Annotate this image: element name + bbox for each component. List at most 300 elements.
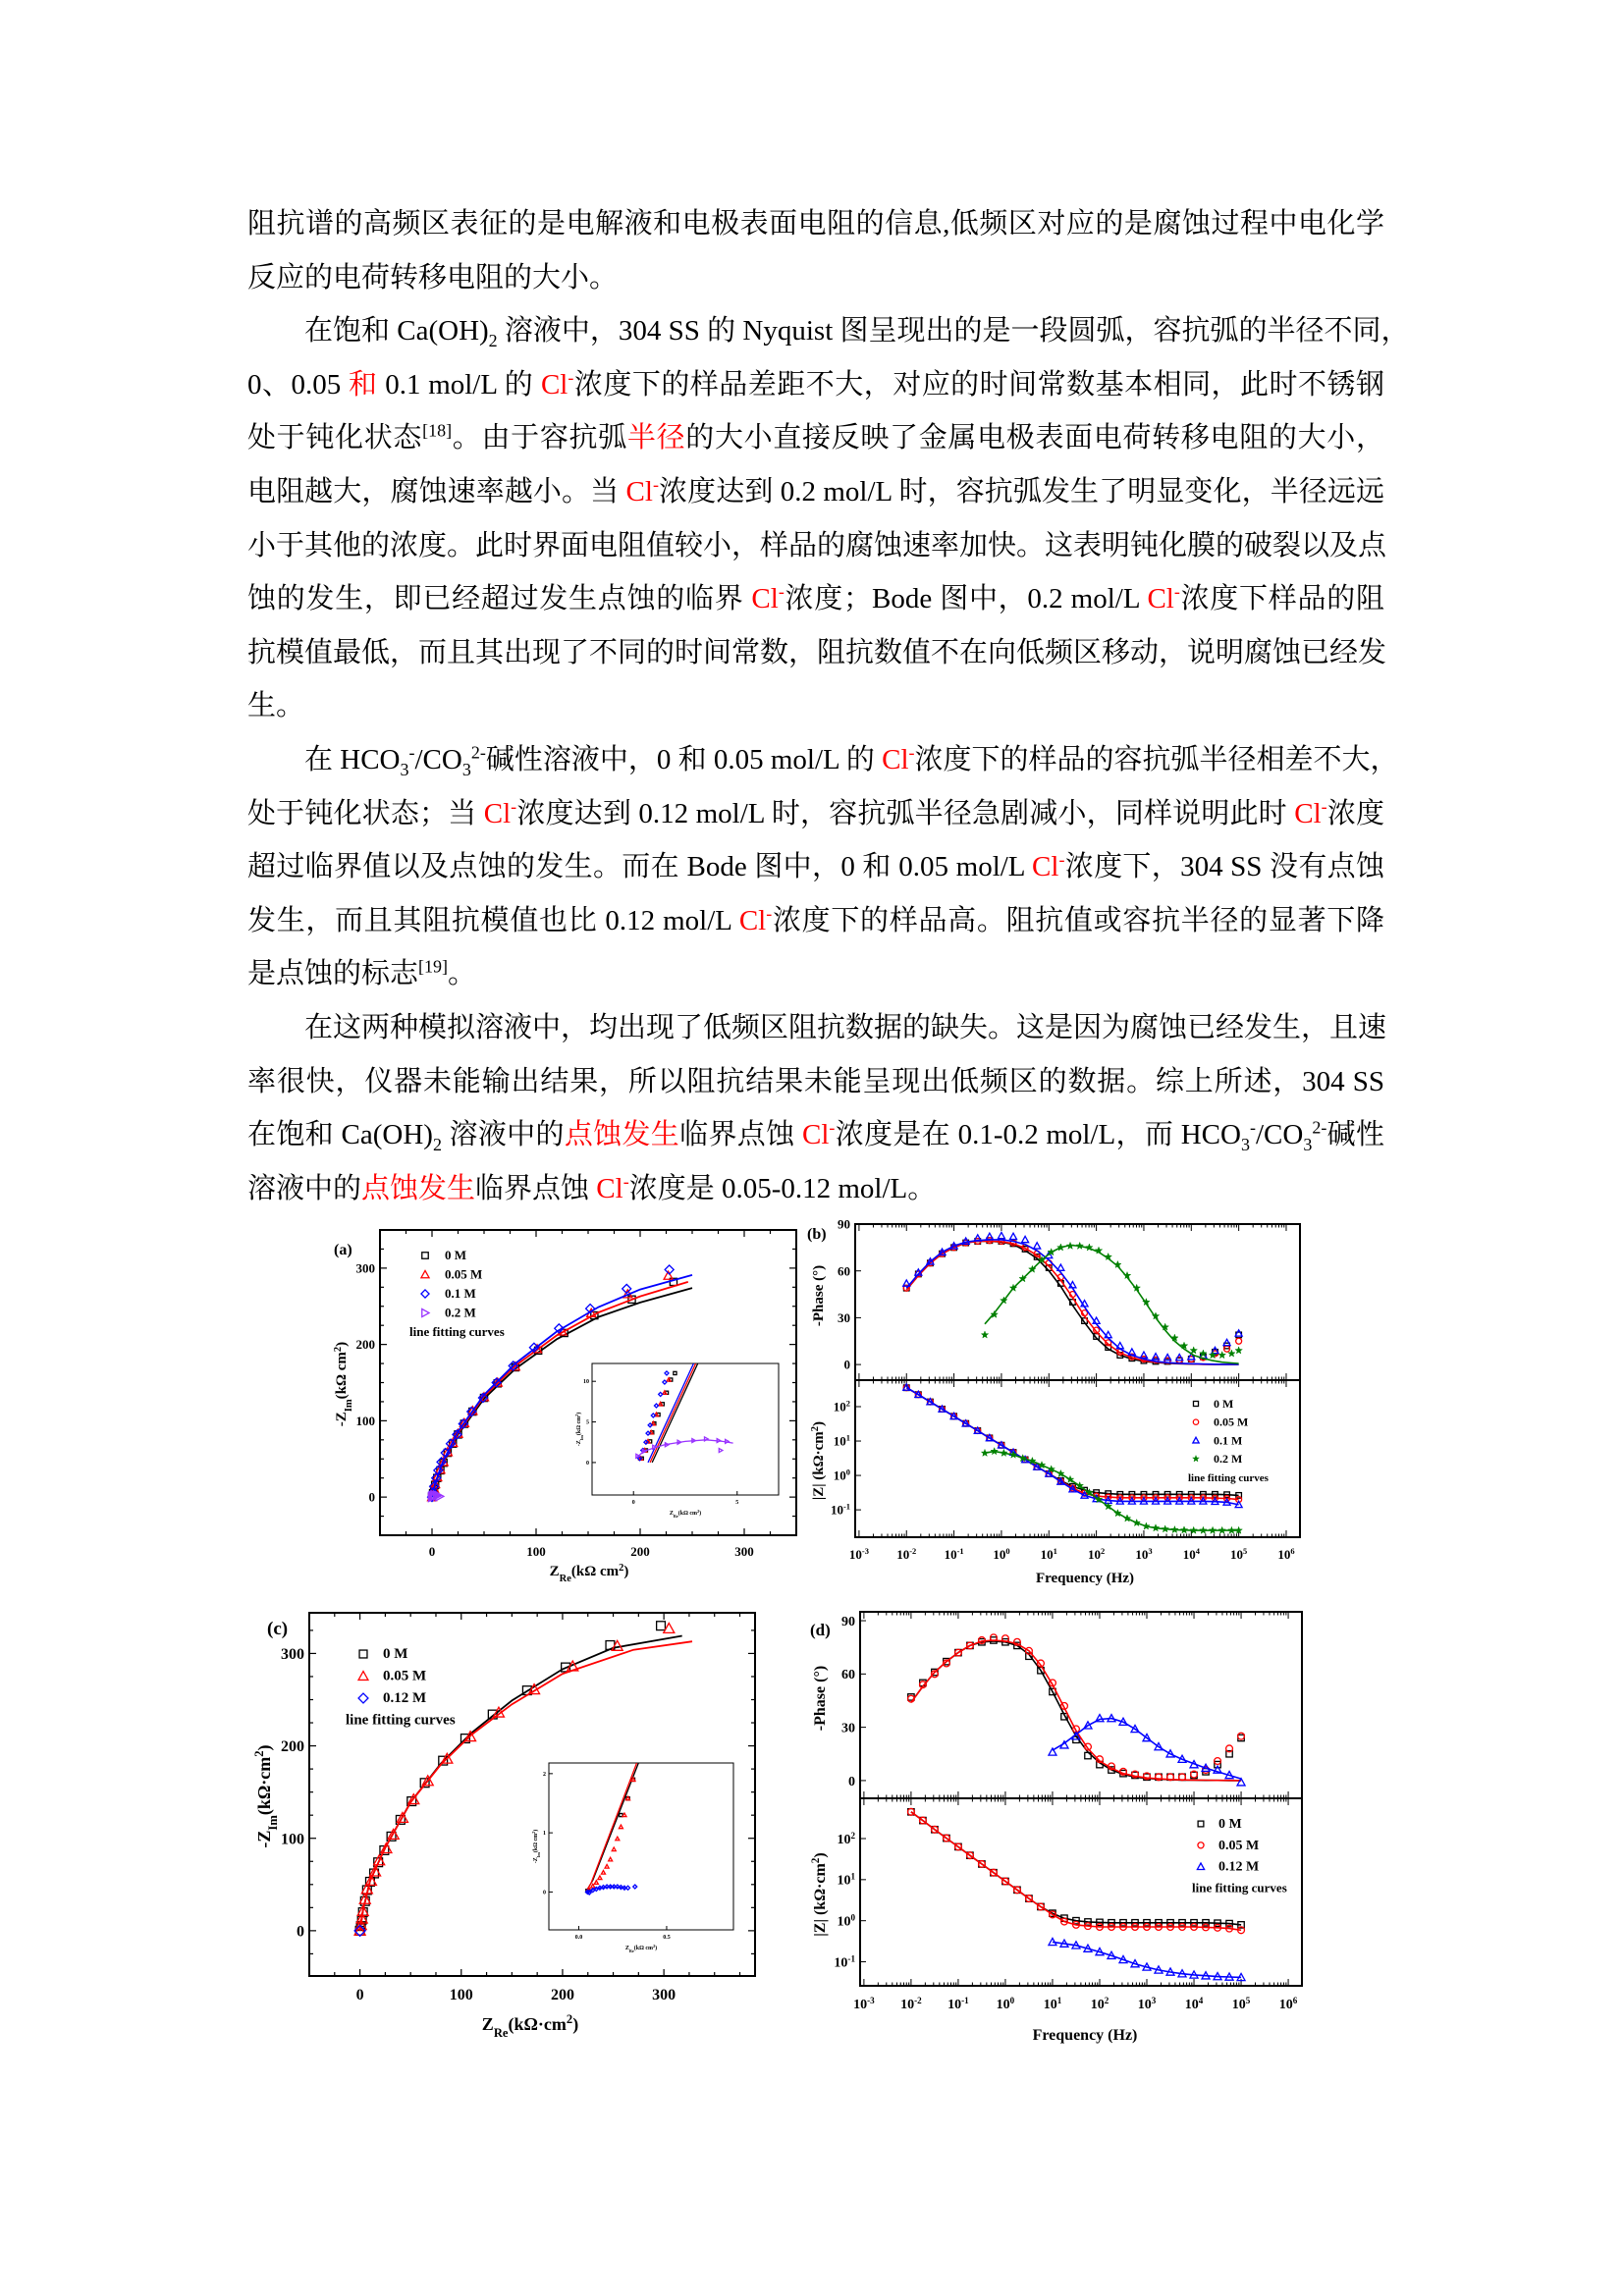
series-3 xyxy=(428,1491,444,1502)
tick-base: 10 xyxy=(834,1955,848,1971)
label-part: -Z xyxy=(576,1440,582,1447)
label-part: ) xyxy=(811,1420,827,1426)
text-run: 阻抗谱的高频区表征的是电解液和电极表面电阻的信息,低频区对应的是腐蚀过程中电化学 xyxy=(247,208,1384,240)
series-0 xyxy=(903,1238,1241,1498)
x-tick-label: 200 xyxy=(550,1987,574,2003)
tick-base: 10 xyxy=(1231,1998,1246,2012)
modulus-tick-label xyxy=(834,1433,850,1449)
x-axis-label xyxy=(1036,1571,1134,1586)
x-tick-label xyxy=(1041,1546,1057,1562)
tick-exponent: 1 xyxy=(1053,1546,1057,1556)
tick-base: 10 xyxy=(833,1399,846,1415)
superscript: [19] xyxy=(418,956,449,977)
text-run: 浓度下的样品差距不大，对应的时间常数基本相同，此时不锈钢 xyxy=(573,368,1384,400)
chart-c xyxy=(252,1613,755,2040)
tick-exponent: 2 xyxy=(1104,1996,1109,2005)
legend-fitting-label: line fitting curves xyxy=(1192,1880,1287,1896)
inset-plot xyxy=(574,1363,780,1519)
x-tick-label xyxy=(1091,1996,1109,2012)
y-axis-label xyxy=(252,1744,280,1847)
tick-base: 10 xyxy=(996,1998,1010,2012)
legend-label: 0.05 M xyxy=(445,1266,483,1282)
tick-base: 10 xyxy=(1137,1998,1152,2012)
highlighted-text: 半径 xyxy=(626,422,686,454)
label-part: Z xyxy=(669,1511,674,1517)
phase-tick-label: 60 xyxy=(838,1263,850,1279)
label-part: (kΩ cm xyxy=(633,1946,654,1951)
y-tick-label: 200 xyxy=(355,1337,375,1353)
phase-axis-label xyxy=(812,1666,829,1731)
legend-label: 0 M xyxy=(445,1248,467,1262)
star-marker xyxy=(1152,1524,1159,1531)
star-marker xyxy=(1066,1242,1073,1249)
label-part: (kΩ cm xyxy=(334,1352,350,1400)
inset-frame xyxy=(592,1363,779,1495)
star-marker xyxy=(1143,1522,1150,1529)
text-run: 浓度下的样品高。阻抗值或容抗半径的显著下降 xyxy=(772,904,1384,936)
star-marker xyxy=(1218,1526,1225,1533)
tick-exponent: 2 xyxy=(850,1830,855,1841)
triangle-marker xyxy=(986,1233,993,1239)
star-marker xyxy=(1209,1526,1216,1533)
legend-label: 0 M xyxy=(383,1646,408,1662)
highlighted-text: - xyxy=(1058,849,1065,870)
superscript: 2 xyxy=(809,1425,821,1432)
text-run: /CO xyxy=(1255,1119,1304,1151)
text-run: 临界点蚀 xyxy=(679,1119,802,1151)
tick-exponent: 6 xyxy=(1292,1996,1298,2005)
triangle-marker xyxy=(1057,1264,1064,1270)
tick-exponent: 0 xyxy=(850,1912,855,1923)
tick-exponent: -1 xyxy=(961,1996,969,2005)
tick-exponent: -3 xyxy=(861,1546,869,1556)
inset-y-tick-label: 0 xyxy=(543,1890,546,1896)
text-run: 。由于容抗弧 xyxy=(452,422,627,454)
y-tick-label: 0 xyxy=(368,1489,375,1505)
highlighted-text: - xyxy=(908,742,915,763)
x-tick-label xyxy=(849,1546,869,1562)
diamond-marker xyxy=(421,1290,429,1298)
phase-fit-curve xyxy=(906,1240,1238,1364)
circle-marker xyxy=(1238,1733,1245,1739)
x-tick-label: 200 xyxy=(630,1544,650,1559)
tick-base: 10 xyxy=(837,1914,851,1930)
inset-x-tick-label: 0 xyxy=(631,1500,635,1506)
star-marker xyxy=(1171,1526,1178,1533)
phase-fit-curve xyxy=(911,1640,1241,1781)
square-marker xyxy=(1193,1401,1198,1406)
legend-label: 0 M xyxy=(1214,1397,1234,1411)
text-run: 0.1 mol/L 的 xyxy=(377,368,541,400)
text-run: 浓度达到 0.12 mol/L 时，容抗弧半径急剧减小，同样说明此时 xyxy=(516,797,1295,829)
x-tick-label xyxy=(1277,1546,1294,1562)
subscript: Im xyxy=(266,1815,280,1831)
superscript: 2 xyxy=(619,1562,624,1574)
label-part: -Phase ( xyxy=(812,1677,829,1732)
tick-base: 10 xyxy=(830,1502,843,1518)
tick-exponent: 5 xyxy=(1243,1546,1248,1556)
label-part: Frequency (Hz) xyxy=(1035,1571,1135,1586)
superscript: - xyxy=(1249,1117,1256,1138)
text-run: 小于其他的浓度。此时界面电阻值较小，样品的腐蚀速率加快。这表明钝化膜的破裂以及点 xyxy=(247,529,1387,561)
modulus-tick-label xyxy=(834,1399,850,1415)
label-part: (kΩ·cm xyxy=(508,2014,567,2034)
inset-y-axis-label xyxy=(574,1413,584,1447)
tick-base: 10 xyxy=(1043,1998,1057,2012)
highlighted-text: - xyxy=(778,581,784,602)
triangle-marker xyxy=(358,1672,368,1681)
label-part: Z xyxy=(481,2014,494,2034)
tick-base: 10 xyxy=(1182,1547,1196,1562)
phase-fit-curve xyxy=(911,1641,1241,1781)
right-triangle-marker xyxy=(422,1308,429,1316)
label-part: Frequency (Hz) xyxy=(1032,2027,1138,2044)
text-run: /CO xyxy=(414,743,462,775)
tick-exponent: -2 xyxy=(909,1546,917,1556)
star-marker xyxy=(1193,1456,1200,1462)
chart-d xyxy=(810,1612,1302,2044)
star-marker xyxy=(991,1448,998,1455)
x-tick-label: 0 xyxy=(428,1544,436,1559)
x-axis-label xyxy=(550,1563,629,1584)
tick-exponent: 0 xyxy=(845,1467,850,1477)
label-part: ) xyxy=(623,1564,629,1579)
subscript: Re xyxy=(628,1948,634,1953)
triangle-marker xyxy=(1034,1243,1041,1249)
subscript: 3 xyxy=(1240,1134,1250,1154)
tick-exponent: 1 xyxy=(1056,1996,1062,2005)
x-tick-label xyxy=(1279,1996,1298,2012)
text-run: 在 HCO xyxy=(304,743,401,775)
text-run: 溶液中的 xyxy=(247,1172,362,1204)
modulus-axis-label xyxy=(810,1852,829,1936)
inset-x-tick-label: 5 xyxy=(735,1500,739,1506)
label-part: (kΩ·cm xyxy=(254,1756,274,1816)
phase-tick-label: 60 xyxy=(841,1668,855,1683)
highlighted-text: Cl xyxy=(1032,851,1059,883)
label-part: ) xyxy=(576,1412,582,1415)
label-part: (kΩ cm xyxy=(576,1415,582,1436)
tick-exponent: -3 xyxy=(867,1996,875,2005)
highlighted-text: Cl xyxy=(1294,797,1322,829)
star-marker xyxy=(1001,1449,1007,1456)
star-marker xyxy=(1209,1352,1216,1359)
triangle-marker xyxy=(1237,1779,1245,1786)
highlighted-text: Cl xyxy=(483,797,512,829)
x-tick-label xyxy=(997,1996,1015,2012)
triangle-marker xyxy=(998,1232,1004,1238)
triangle-marker xyxy=(1223,1339,1230,1345)
superscript: 2 xyxy=(653,1943,656,1949)
star-marker xyxy=(1133,1520,1140,1526)
tick-exponent: 0 xyxy=(1005,1546,1010,1556)
inset-x-axis-label xyxy=(625,1944,657,1953)
tick-base: 10 xyxy=(1088,1547,1102,1562)
triangle-marker xyxy=(1105,1331,1111,1337)
x-tick-label: 100 xyxy=(526,1544,546,1559)
modulus-tick-label xyxy=(834,1953,855,1970)
star-marker xyxy=(1076,1242,1083,1249)
tick-base: 10 xyxy=(1230,1547,1244,1562)
tick-exponent: 6 xyxy=(1290,1546,1295,1556)
tick-base: 10 xyxy=(837,1832,851,1847)
star-marker xyxy=(1235,1347,1242,1354)
x-tick-label: 100 xyxy=(449,1987,473,2003)
series-2 xyxy=(1049,1715,1245,1981)
triangle-marker xyxy=(1116,1343,1123,1349)
legend-label: 0.2 M xyxy=(445,1305,476,1320)
tick-base: 10 xyxy=(833,1468,846,1483)
subscript: Im xyxy=(535,1852,541,1858)
triangle-marker xyxy=(1096,1715,1104,1722)
tick-exponent: 0 xyxy=(1009,1996,1015,2005)
legend-label: 0 M xyxy=(1218,1817,1242,1832)
label-part: ) xyxy=(572,2014,579,2034)
legend-label: 0.1 M xyxy=(445,1286,476,1301)
inset-x-axis-label xyxy=(670,1509,701,1519)
x-tick-label xyxy=(1044,1996,1062,2012)
legend-label: 0.1 M xyxy=(1214,1433,1243,1448)
highlighted-text: - xyxy=(1321,795,1327,816)
subscript: Re xyxy=(493,2026,509,2040)
legend-label: 0.05 M xyxy=(1214,1415,1249,1429)
subscript: Re xyxy=(559,1573,571,1584)
tick-exponent: 4 xyxy=(1195,1546,1200,1556)
tick-base: 10 xyxy=(1184,1998,1199,2012)
label-part: ) xyxy=(812,1852,829,1858)
subscript: Im xyxy=(343,1399,354,1413)
subscript: 2 xyxy=(432,1134,442,1154)
highlighted-text: Cl xyxy=(540,368,568,400)
superscript: 2 xyxy=(573,1414,579,1416)
text-run: 超过临界值以及点蚀的发生。而在 Bode 图中，0 和 0.05 mol/L xyxy=(247,851,1033,883)
highlighted-text: Cl xyxy=(751,583,779,615)
triangle-marker xyxy=(1140,1352,1147,1358)
text-run: 浓度 xyxy=(1326,797,1384,829)
tick-base: 10 xyxy=(1090,1998,1105,2012)
phase-tick-label: 0 xyxy=(843,1357,850,1372)
x-tick-label xyxy=(853,1996,875,2012)
tick-exponent: 2 xyxy=(845,1398,850,1409)
triangle-marker xyxy=(1022,1236,1029,1242)
tick-exponent: 3 xyxy=(1151,1996,1157,2005)
x-tick-label xyxy=(1185,1996,1204,2012)
tick-base: 10 xyxy=(837,1873,851,1889)
modulus-axis-label xyxy=(810,1421,828,1500)
label-part: (kΩ cm xyxy=(677,1511,698,1517)
series-3 xyxy=(981,1242,1242,1533)
highlighted-text: - xyxy=(1173,581,1180,602)
label-part: -Z xyxy=(254,1830,274,1848)
text-run: 是点蚀的标志 xyxy=(247,958,419,990)
text-run: 处于钝化状态 xyxy=(247,422,423,454)
modulus-tick-label xyxy=(837,1831,855,1847)
x-tick-label xyxy=(1183,1546,1201,1562)
text-run: 在这两种模拟溶液中，均出现了低频区阻抗数据的缺失。这是因为腐蚀已经发生，且速 xyxy=(304,1011,1387,1043)
panel-label: (a) xyxy=(334,1242,352,1258)
highlighted-text: 点蚀发生 xyxy=(564,1119,680,1151)
highlighted-text: - xyxy=(511,795,517,816)
inset-y-tick-label: 5 xyxy=(586,1419,589,1426)
text-run: 浓度是 0.05-0.12 mol/L。 xyxy=(628,1172,937,1204)
triangle-marker xyxy=(1235,1330,1242,1336)
superscript: 2 xyxy=(530,1831,536,1834)
tick-base: 10 xyxy=(1135,1547,1149,1562)
modulus-tick-label xyxy=(837,1872,855,1889)
text-run: 溶液中，304 SS 的 Nyquist 图呈现出的是一段圆弧，容抗弧的半径不同， xyxy=(497,315,1410,347)
x-tick-label xyxy=(993,1546,1009,1562)
text-run: 在饱和 Ca(OH) xyxy=(304,315,489,347)
label-part: ) xyxy=(334,1341,350,1347)
highlighted-text: - xyxy=(568,367,574,388)
highlighted-text: 和 xyxy=(348,368,378,400)
text-run: 0、0.05 xyxy=(247,368,349,400)
inset-y-axis-label xyxy=(531,1830,541,1864)
y-tick-label: 200 xyxy=(281,1738,304,1756)
tick-exponent: 5 xyxy=(1245,1996,1251,2005)
square-marker xyxy=(657,1622,666,1630)
label-part: ° xyxy=(812,1671,829,1678)
label-part: ° xyxy=(811,1269,827,1276)
subscript: Im xyxy=(578,1435,584,1441)
x-tick-label xyxy=(945,1546,964,1562)
triangle-marker xyxy=(1010,1233,1017,1239)
highlighted-text: 点蚀发生 xyxy=(361,1172,476,1204)
legend-label: 0.12 M xyxy=(383,1690,427,1706)
x-tick-label: 300 xyxy=(734,1544,754,1559)
x-tick-label xyxy=(900,1996,922,2012)
modulus-fit-curve xyxy=(911,1812,1241,1925)
label-part: ) xyxy=(812,1665,829,1672)
panel-label: (d) xyxy=(810,1621,831,1639)
legend-label: 0.05 M xyxy=(383,1668,427,1684)
subscript: Re xyxy=(673,1513,678,1519)
y-tick-label: 300 xyxy=(355,1260,375,1276)
tick-base: 10 xyxy=(848,1547,862,1562)
tick-base: 10 xyxy=(853,1998,868,2012)
tick-exponent: 1 xyxy=(845,1432,850,1443)
phase-tick-label: 30 xyxy=(841,1721,855,1736)
x-tick-label xyxy=(1135,1546,1152,1562)
highlighted-text: Cl xyxy=(738,904,767,936)
x-axis-label xyxy=(1033,2027,1138,2044)
star-marker xyxy=(981,1331,988,1338)
x-tick-label xyxy=(1230,1546,1247,1562)
label-part: Z xyxy=(549,1564,560,1579)
tick-base: 10 xyxy=(900,1998,915,2012)
series-1 xyxy=(903,1238,1241,1503)
circle-marker xyxy=(1198,1842,1204,1848)
inset-y-tick-label: 2 xyxy=(543,1771,546,1778)
highlighted-text: Cl xyxy=(596,1172,623,1204)
tick-exponent: 1 xyxy=(850,1871,855,1882)
tick-base: 10 xyxy=(1278,1998,1293,2012)
star-marker xyxy=(1228,1526,1235,1533)
inset-plot xyxy=(531,1763,734,1953)
phase-fit-curve xyxy=(906,1242,1238,1365)
y-tick-label: 100 xyxy=(281,1831,304,1848)
superscript: 2- xyxy=(1312,1117,1327,1138)
x-tick-label xyxy=(896,1546,916,1562)
legend-fitting-label: line fitting curves xyxy=(409,1324,505,1339)
triangle-marker xyxy=(421,1270,429,1277)
panel-label: (c) xyxy=(267,1619,289,1639)
superscript: [18] xyxy=(422,420,453,441)
phase-tick-label: 90 xyxy=(841,1614,855,1629)
y-tick-label: 300 xyxy=(281,1646,304,1664)
legend-fitting-label: line fitting curves xyxy=(346,1712,456,1729)
text-run: 浓度；Bode 图中，0.2 mol/L xyxy=(784,583,1148,615)
inset-y-tick-label: 1 xyxy=(543,1831,546,1838)
label-part: ) xyxy=(699,1511,702,1517)
x-tick-label xyxy=(947,1996,969,2012)
superscript: 2 xyxy=(566,2012,573,2026)
tick-base: 10 xyxy=(896,1547,910,1562)
inset-x-tick-label: 0.0 xyxy=(574,1935,583,1941)
superscript: 2 xyxy=(252,1750,266,1757)
label-part: |Z| (kΩ·cm xyxy=(811,1431,827,1501)
modulus-fit-curve xyxy=(911,1812,1241,1931)
text-run: 的大小直接反映了金属电极表面电荷转移电阻的大小， xyxy=(685,422,1384,454)
label-part: (kΩ cm xyxy=(533,1833,539,1853)
tick-base: 10 xyxy=(944,1547,957,1562)
tick-exponent: 2 xyxy=(1101,1546,1106,1556)
modulus-tick-label xyxy=(831,1502,850,1518)
tick-exponent: -1 xyxy=(956,1546,964,1556)
superscript: 2 xyxy=(810,1857,822,1864)
text-run: 发生，而且其阻抗模值也比 0.12 mol/L xyxy=(247,904,739,936)
legend-fitting-label: line fitting curves xyxy=(1188,1471,1269,1484)
text-run: 电阻越大，腐蚀速率越小。当 xyxy=(247,475,626,507)
highlighted-text: Cl xyxy=(625,475,653,507)
label-part: -Phase ( xyxy=(811,1275,827,1327)
legend-label: 0.12 M xyxy=(1218,1859,1260,1875)
label-part: -Z xyxy=(334,1412,350,1427)
x-tick-label: 0 xyxy=(355,1987,364,2003)
phase-fit-curve xyxy=(1053,1719,1241,1780)
x-tick-label xyxy=(1138,1996,1157,2012)
text-run: 反应的电荷转移电阻的大小。 xyxy=(247,261,619,294)
text-run: 浓度下的样品的容抗弧半径相差不大， xyxy=(914,743,1399,775)
x-tick-label: 300 xyxy=(652,1987,676,2003)
highlighted-text: Cl xyxy=(1147,583,1174,615)
text-run: 生。 xyxy=(247,690,305,722)
x-axis-label xyxy=(482,2012,578,2040)
inset-y-tick-label: 10 xyxy=(583,1379,589,1386)
highlighted-text: - xyxy=(622,1171,629,1192)
inset-x-tick-label: 0.5 xyxy=(663,1935,671,1941)
y-tick-label: 0 xyxy=(297,1923,304,1941)
highlighted-text: - xyxy=(829,1117,836,1138)
text-run: 溶液中的 xyxy=(441,1119,565,1151)
superscript: 2- xyxy=(470,742,486,763)
star-marker xyxy=(1162,1525,1168,1532)
triangle-marker xyxy=(1193,1437,1199,1443)
tick-base: 10 xyxy=(1040,1547,1054,1562)
phase-tick-label: 30 xyxy=(838,1309,850,1325)
chart-a xyxy=(333,1230,797,1584)
tick-base: 10 xyxy=(1277,1547,1291,1562)
legend-label: 0.05 M xyxy=(1218,1838,1260,1853)
text-run: 抗模值最低，而且其出现了不同的时间常数，阻抗数值不在向低频区移动，说明腐蚀已经发 xyxy=(247,636,1387,668)
modulus-fit-curve xyxy=(1053,1942,1241,1977)
label-part: Z xyxy=(624,1946,629,1951)
text-run: 率很快，仪器未能输出结果，所以阻抗结果未能呈现出低频区的数据。综上所述，304 SS xyxy=(247,1065,1384,1097)
phase-fit-curve xyxy=(906,1242,1238,1365)
x-tick-label xyxy=(1232,1996,1251,2012)
text-run: 蚀的发生，即已经超过发生点蚀的临界 xyxy=(247,583,752,615)
modulus-fit-curve xyxy=(985,1452,1239,1531)
